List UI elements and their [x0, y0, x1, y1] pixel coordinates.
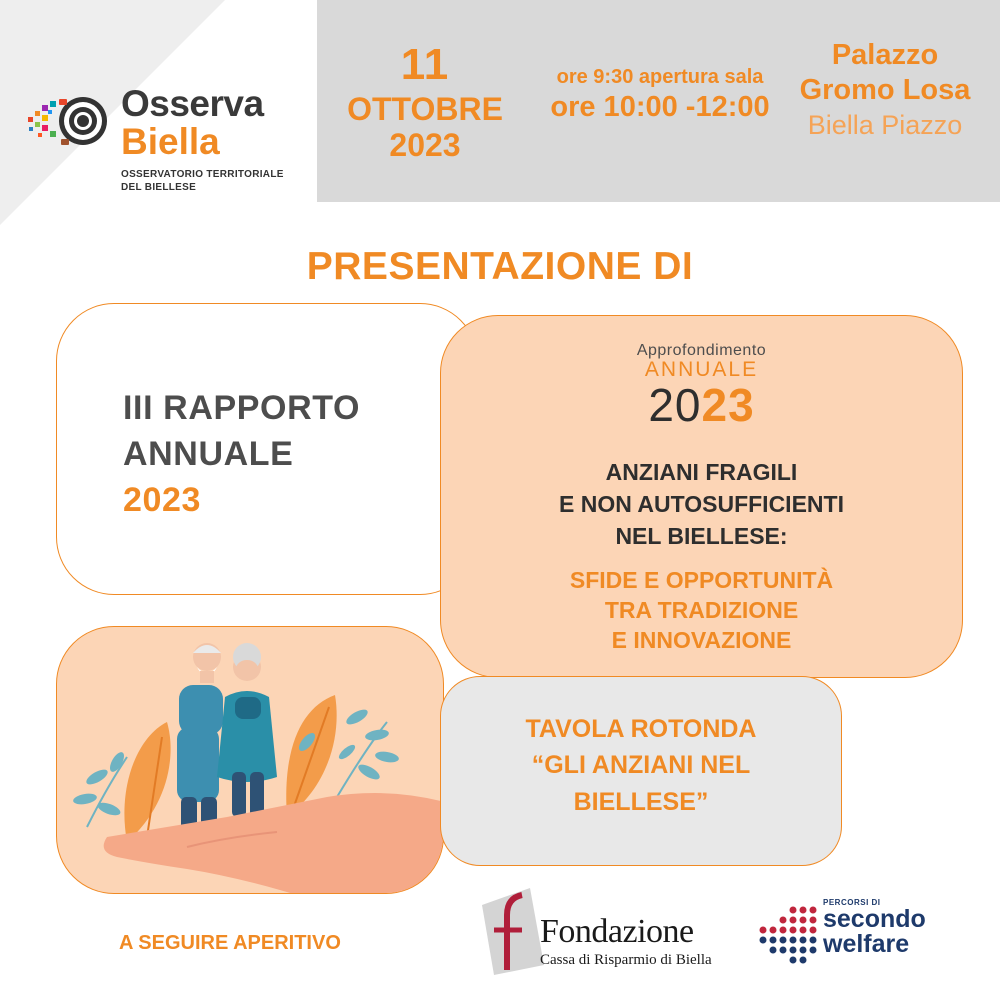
report-year: 2023: [123, 480, 202, 519]
fondazione-sub: Cassa di Risparmio di Biella: [540, 952, 712, 968]
logo-word-biella: Biella: [121, 121, 220, 162]
date-month: OTTOBRE: [347, 90, 503, 127]
logo-word-osserva: Osserva: [121, 83, 264, 124]
approf-label: Approfondimento: [636, 342, 767, 359]
report-line-1: III RAPPORTO: [123, 389, 361, 427]
logo-subtitle-1: OSSERVATORIO TERRITORIALE: [121, 169, 284, 180]
theme-title-line-3: NEL BIELLESE:: [615, 523, 788, 550]
theme-title-line-1: ANZIANI FRAGILI: [605, 459, 798, 485]
round-table-card: [440, 676, 842, 866]
report-line-2: ANNUALE: [123, 434, 294, 473]
fondazione-logo: [482, 880, 742, 980]
approfondimento-badge: [441, 342, 962, 431]
eye-logo-icon: [26, 91, 121, 151]
logo-subtitle-2: DEL BIELLESE: [121, 182, 197, 193]
sw-line-2: welfare: [823, 930, 910, 958]
theme-subtitle: [441, 566, 962, 656]
page-heading: PRESENTAZIONE DI: [306, 245, 694, 288]
report-card: [56, 303, 478, 595]
theme-sub-line-2: TRA TRADIZIONE: [604, 596, 799, 623]
event-time: [520, 66, 800, 124]
time-range: ore 10:00 -12:00: [550, 91, 770, 123]
secondo-welfare-logo: [755, 898, 955, 968]
fondazione-name: Fondazione: [540, 913, 694, 950]
date-day: 11: [400, 40, 450, 89]
date-year: 2023: [389, 127, 461, 164]
theme-sub-line-1: SFIDE E OPPORTUNITÀ: [569, 567, 834, 593]
round-table-line-2: “GLI ANZIANI NEL: [531, 751, 751, 780]
approf-annuale: ANNUALE: [644, 358, 759, 381]
sw-prefix: PERCORSI DI: [823, 898, 881, 907]
theme-sub-line-3: E INNOVAZIONE: [611, 626, 792, 653]
sw-line-1: secondo: [823, 905, 926, 933]
aperitivo-note: A SEGUIRE APERITIVO: [119, 932, 341, 954]
round-table-line-1: TAVOLA ROTONDA: [525, 715, 757, 743]
venue-line-3: Biella Piazzo: [807, 109, 963, 140]
event-venue: [790, 38, 980, 142]
venue-line-1: Palazzo: [831, 39, 939, 71]
report-title: [123, 386, 360, 524]
event-date: [345, 40, 505, 164]
theme-title: [441, 456, 962, 553]
theme-card: [440, 315, 963, 678]
time-open: ore 9:30 apertura sala: [556, 66, 764, 88]
illustration-card: [56, 626, 444, 894]
round-table-title: [441, 711, 841, 820]
theme-title-line-2: E NON AUTOSUFFICIENTI: [559, 491, 844, 518]
round-table-line-3: BIELLESE”: [573, 787, 709, 816]
venue-line-2: Gromo Losa: [799, 74, 971, 107]
approf-year: 2023: [648, 379, 755, 431]
osserva-biella-logo: [26, 85, 306, 205]
elderly-couple-illustration: [57, 627, 444, 894]
secondo-welfare-dots-icon: [755, 904, 821, 964]
